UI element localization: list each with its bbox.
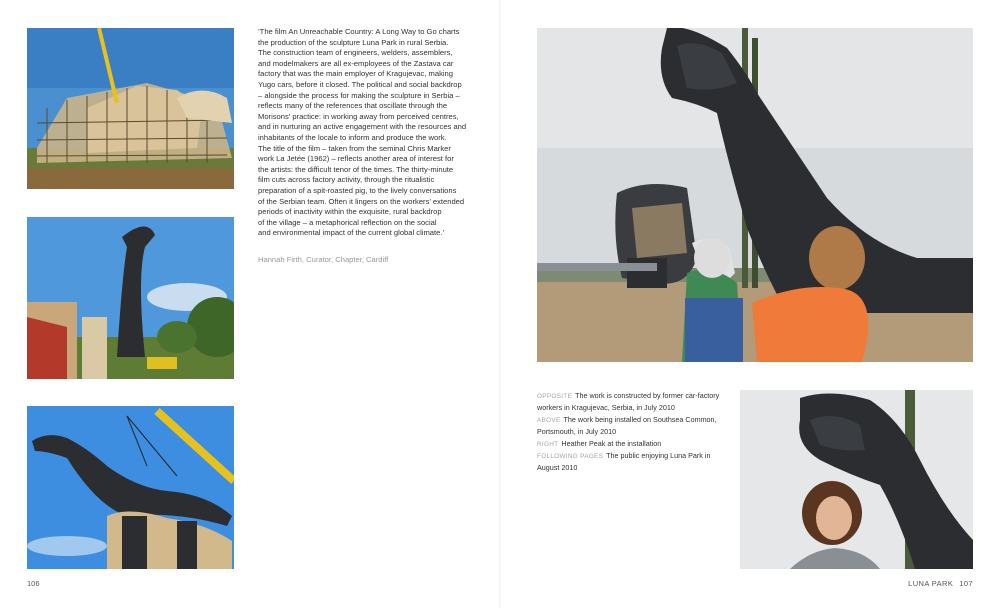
running-footer-right [902, 579, 973, 588]
quote-line: – alongside the process for making the sculpture in Serbia – [258, 90, 460, 100]
page-number-left: 106 [27, 579, 40, 588]
caption-tag: FOLLOWING PAGES [537, 453, 604, 461]
quote-text [258, 27, 468, 239]
quote-line: The construction team of engineers, welders, assemblers, [258, 48, 453, 58]
caption-tag: OPPOSITE [537, 393, 573, 400]
quote-line: the production of the sculpture Luna Park in rural Serbia. [258, 37, 449, 47]
quote-line: and modelmakers are all ex-employees of the Zastava car [258, 58, 454, 68]
page-number-right: 107 [959, 579, 973, 588]
caption-opposite [537, 390, 732, 414]
quote-line: ‘The film An Unreachable Country: A Long Way to Go charts [258, 27, 460, 36]
running-head: LUNA PARK [908, 579, 954, 588]
quote-line: inhabitants of the locale to inform and produce the work. [258, 132, 447, 142]
quote-line: periods of inactivity within the exquisite, rural backdrop [258, 207, 442, 217]
caption-text: The work is constructed by former car-factory workers in Kragujevac, Serbia, in July 2010 [537, 391, 720, 413]
quote-line: and in nurturing an active engagement with the resources and [258, 122, 467, 132]
quote-line: Yugo cars, before it closed. The political and social backdrop [258, 79, 462, 89]
quote-line: of the Serbian team. Often it lingers on the workers’ extended [258, 196, 465, 206]
caption-tag: RIGHT [537, 440, 559, 448]
woman-with-dinosaur-photo [740, 390, 973, 569]
dinosaur-neck-crane-photo [27, 217, 234, 379]
scaffold-construction-photo [27, 28, 234, 189]
caption-right [537, 438, 732, 450]
quote-line: Morisons’ practice: in working away from perceived centres, [258, 111, 459, 121]
quote-line: preparation of a spit-roasted pig, to the lively conversations [258, 185, 457, 195]
photo-captions [537, 390, 732, 474]
dinosaur-lifted-by-crane-photo [27, 406, 234, 569]
caption-text: Heather Peak at the installation [561, 438, 662, 448]
caption-tag: ABOVE [537, 416, 561, 424]
quote-line: film cuts across factory activity, through the ritualistic [258, 175, 435, 185]
quote-line: factory that was the main employer of Kragujevac, making [258, 69, 453, 79]
children-and-dinosaur-photo [537, 28, 973, 362]
quote-line: the artists: the difficult tenor of the times. The thirty-minute [258, 164, 454, 174]
caption-above [537, 414, 732, 438]
quote-line: The title of the film – taken from the seminal Chris Marker [258, 143, 451, 153]
caption-text: The work being installed on Southsea Common, Portsmouth, in July 2010 [537, 414, 717, 437]
quote-line: of the village – a metaphorical reflection on the social [258, 217, 437, 227]
caption-following [537, 450, 732, 474]
quote-line: reflects many of the references that oscillate through the [258, 101, 448, 111]
caption-text: The public enjoying Luna Park in August 2010 [537, 451, 711, 473]
quote-line: and environmental impact of the current global climate.’ [258, 228, 445, 238]
book-gutter [499, 0, 501, 608]
quote-line: work La Jetée (1962) – reflects another area of interest for [258, 154, 454, 164]
quote-attribution: Hannah Firth, Curator, Chapter, Cardiff [258, 255, 389, 264]
